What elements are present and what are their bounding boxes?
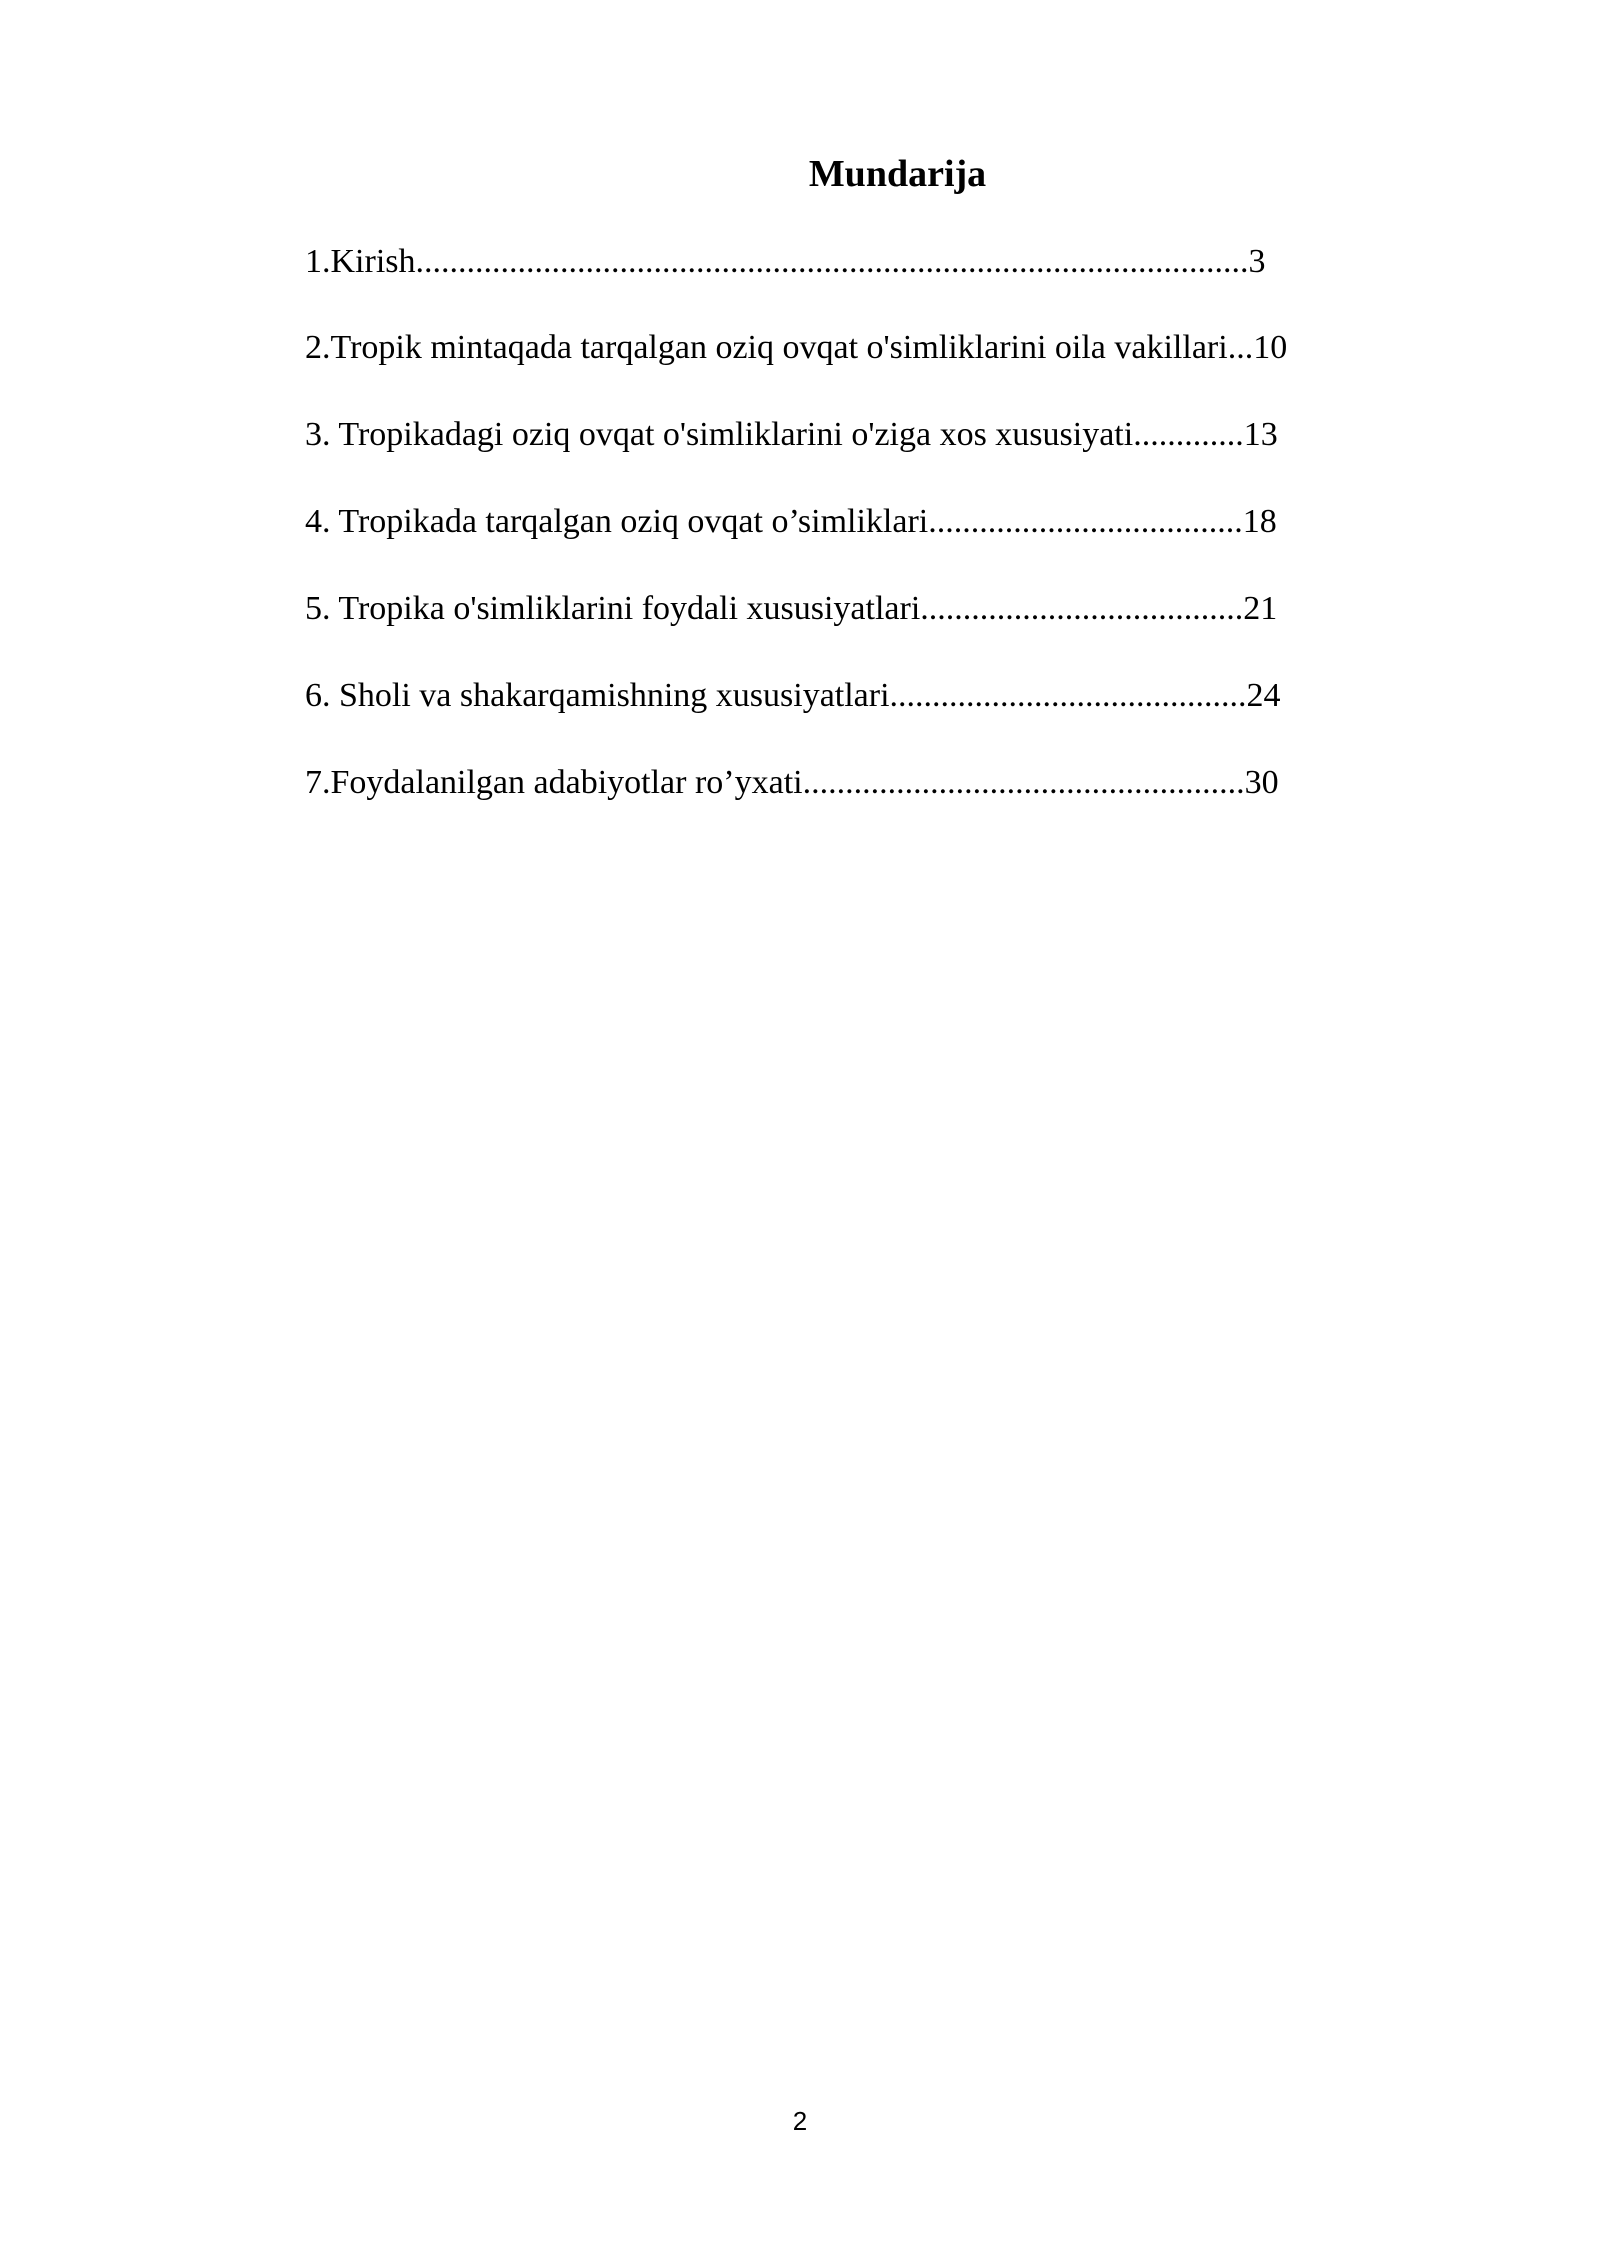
toc-entry-leader: ... <box>1227 329 1254 366</box>
toc-entry-page: 21 <box>1243 590 1278 627</box>
toc-entry-label: 3. Tropikadagi oziq ovqat o'simliklarini o'ziga xos xususiyati <box>305 416 1134 453</box>
toc-entry-6[interactable] <box>305 674 1281 718</box>
toc-entry-label: 6. Sholi va shakarqamishning xususiyatlari <box>305 677 890 714</box>
toc-title: Mundarija <box>808 153 987 195</box>
page-number: 2 <box>792 2106 808 2136</box>
toc-entry-7[interactable] <box>305 761 1279 805</box>
toc-entry-leader: ............. <box>1133 416 1244 453</box>
toc-entry-page: 18 <box>1242 503 1277 540</box>
toc-entry-3[interactable] <box>305 413 1278 457</box>
toc-entry-4[interactable] <box>305 500 1277 544</box>
toc-entry-leader: .................................................................................................. <box>415 243 1249 280</box>
toc-entry-label: 5. Tropika o'simliklarini foydali xususiyatlari <box>305 590 921 627</box>
toc-entry-leader: ..................................... <box>928 503 1243 540</box>
toc-entry-page: 24 <box>1246 677 1281 714</box>
toc-entry-page: 3 <box>1248 243 1266 280</box>
toc-entry-leader: .................................................... <box>802 764 1245 801</box>
toc-entry-leader: .......................................... <box>889 677 1247 714</box>
toc-entry-page: 10 <box>1253 329 1288 366</box>
toc-entry-leader: ...................................... <box>920 590 1244 627</box>
toc-entry-2[interactable] <box>305 326 1287 370</box>
toc-entry-label: 7.Foydalanilgan adabiyotlar ro’yxati <box>305 764 803 801</box>
toc-entry-label: 2.Tropik mintaqada tarqalgan oziq ovqat o'simliklarini oila vakillari <box>305 329 1228 366</box>
toc-entry-page: 30 <box>1244 764 1279 801</box>
toc-entry-label: 4. Tropikada tarqalgan oziq ovqat o’simliklari <box>305 503 929 540</box>
toc-entry-1[interactable] <box>305 240 1266 284</box>
toc-entry-label: 1.Kirish <box>305 243 416 280</box>
toc-entry-5[interactable] <box>305 587 1277 631</box>
toc-entry-page: 13 <box>1243 416 1278 453</box>
